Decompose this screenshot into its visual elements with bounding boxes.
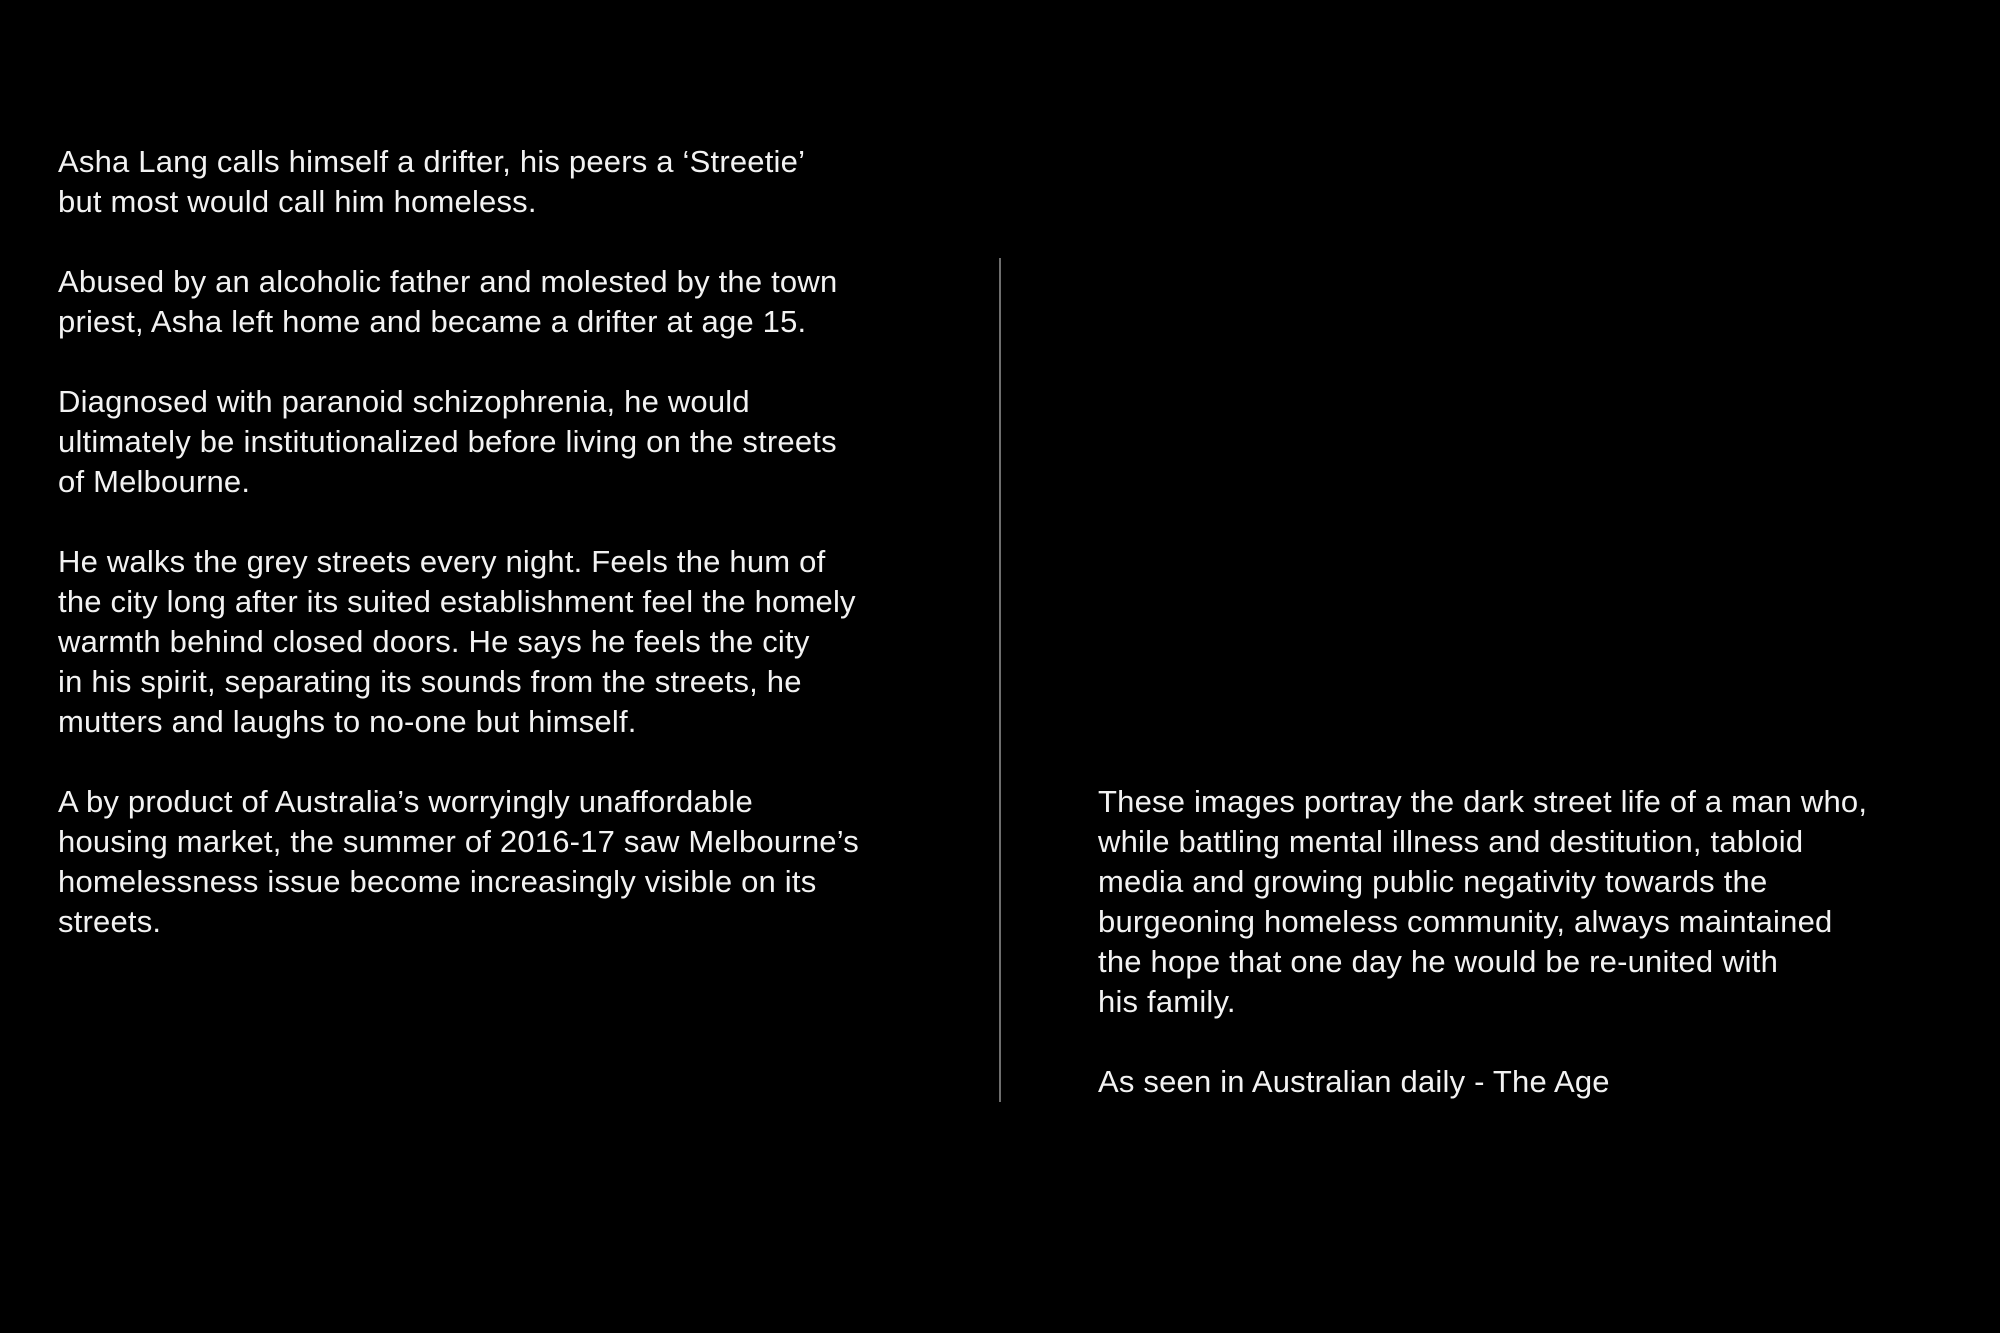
column-divider [999,258,1001,1102]
text-line: Abused by an alcoholic father and molested by the town [58,264,838,299]
text-line: but most would call him homeless. [58,184,537,219]
text-line: while battling mental illness and destitution, tabloid [1098,824,1804,859]
housing-paragraph [58,782,938,942]
streets-paragraph [58,542,938,742]
intro-paragraph [58,142,938,222]
childhood-paragraph [58,262,938,342]
text-line: Asha Lang calls himself a drifter, his peers a ‘Streetie’ [58,144,806,179]
portrayal-paragraph [1098,782,1958,1022]
text-line: Diagnosed with paranoid schizophrenia, he would [58,384,750,419]
text-line: the city long after its suited establishment feel the homely [58,584,856,619]
text-line: ultimately be institutionalized before living on the streets [58,424,837,459]
text-line: streets. [58,904,162,939]
text-line: burgeoning homeless community, always maintained [1098,904,1833,939]
text-line: housing market, the summer of 2016-17 saw Melbourne’s [58,824,859,859]
text-line: mutters and laughs to no-one but himself. [58,704,637,739]
text-line: media and growing public negativity towards the [1098,864,1768,899]
text-line: homelessness issue become increasingly visible on its [58,864,817,899]
text-line: his family. [1098,984,1236,1019]
text-line: priest, Asha left home and became a drifter at age 15. [58,304,807,339]
text-line: of Melbourne. [58,464,251,499]
diagnosis-paragraph [58,382,938,502]
text-line: A by product of Australia’s worryingly unaffordable [58,784,753,819]
text-line: in his spirit, separating its sounds from the streets, he [58,664,802,699]
text-line: As seen in Australian daily - The Age [1098,1064,1610,1099]
text-line: He walks the grey streets every night. Feels the hum of [58,544,826,579]
text-line: warmth behind closed doors. He says he feels the city [58,624,810,659]
text-line: the hope that one day he would be re-united with [1098,944,1779,979]
text-line: These images portray the dark street life of a man who, [1098,784,1868,819]
publication-credit [1098,1062,1958,1102]
left-text-column [58,142,938,982]
right-text-column [1098,782,1958,1142]
